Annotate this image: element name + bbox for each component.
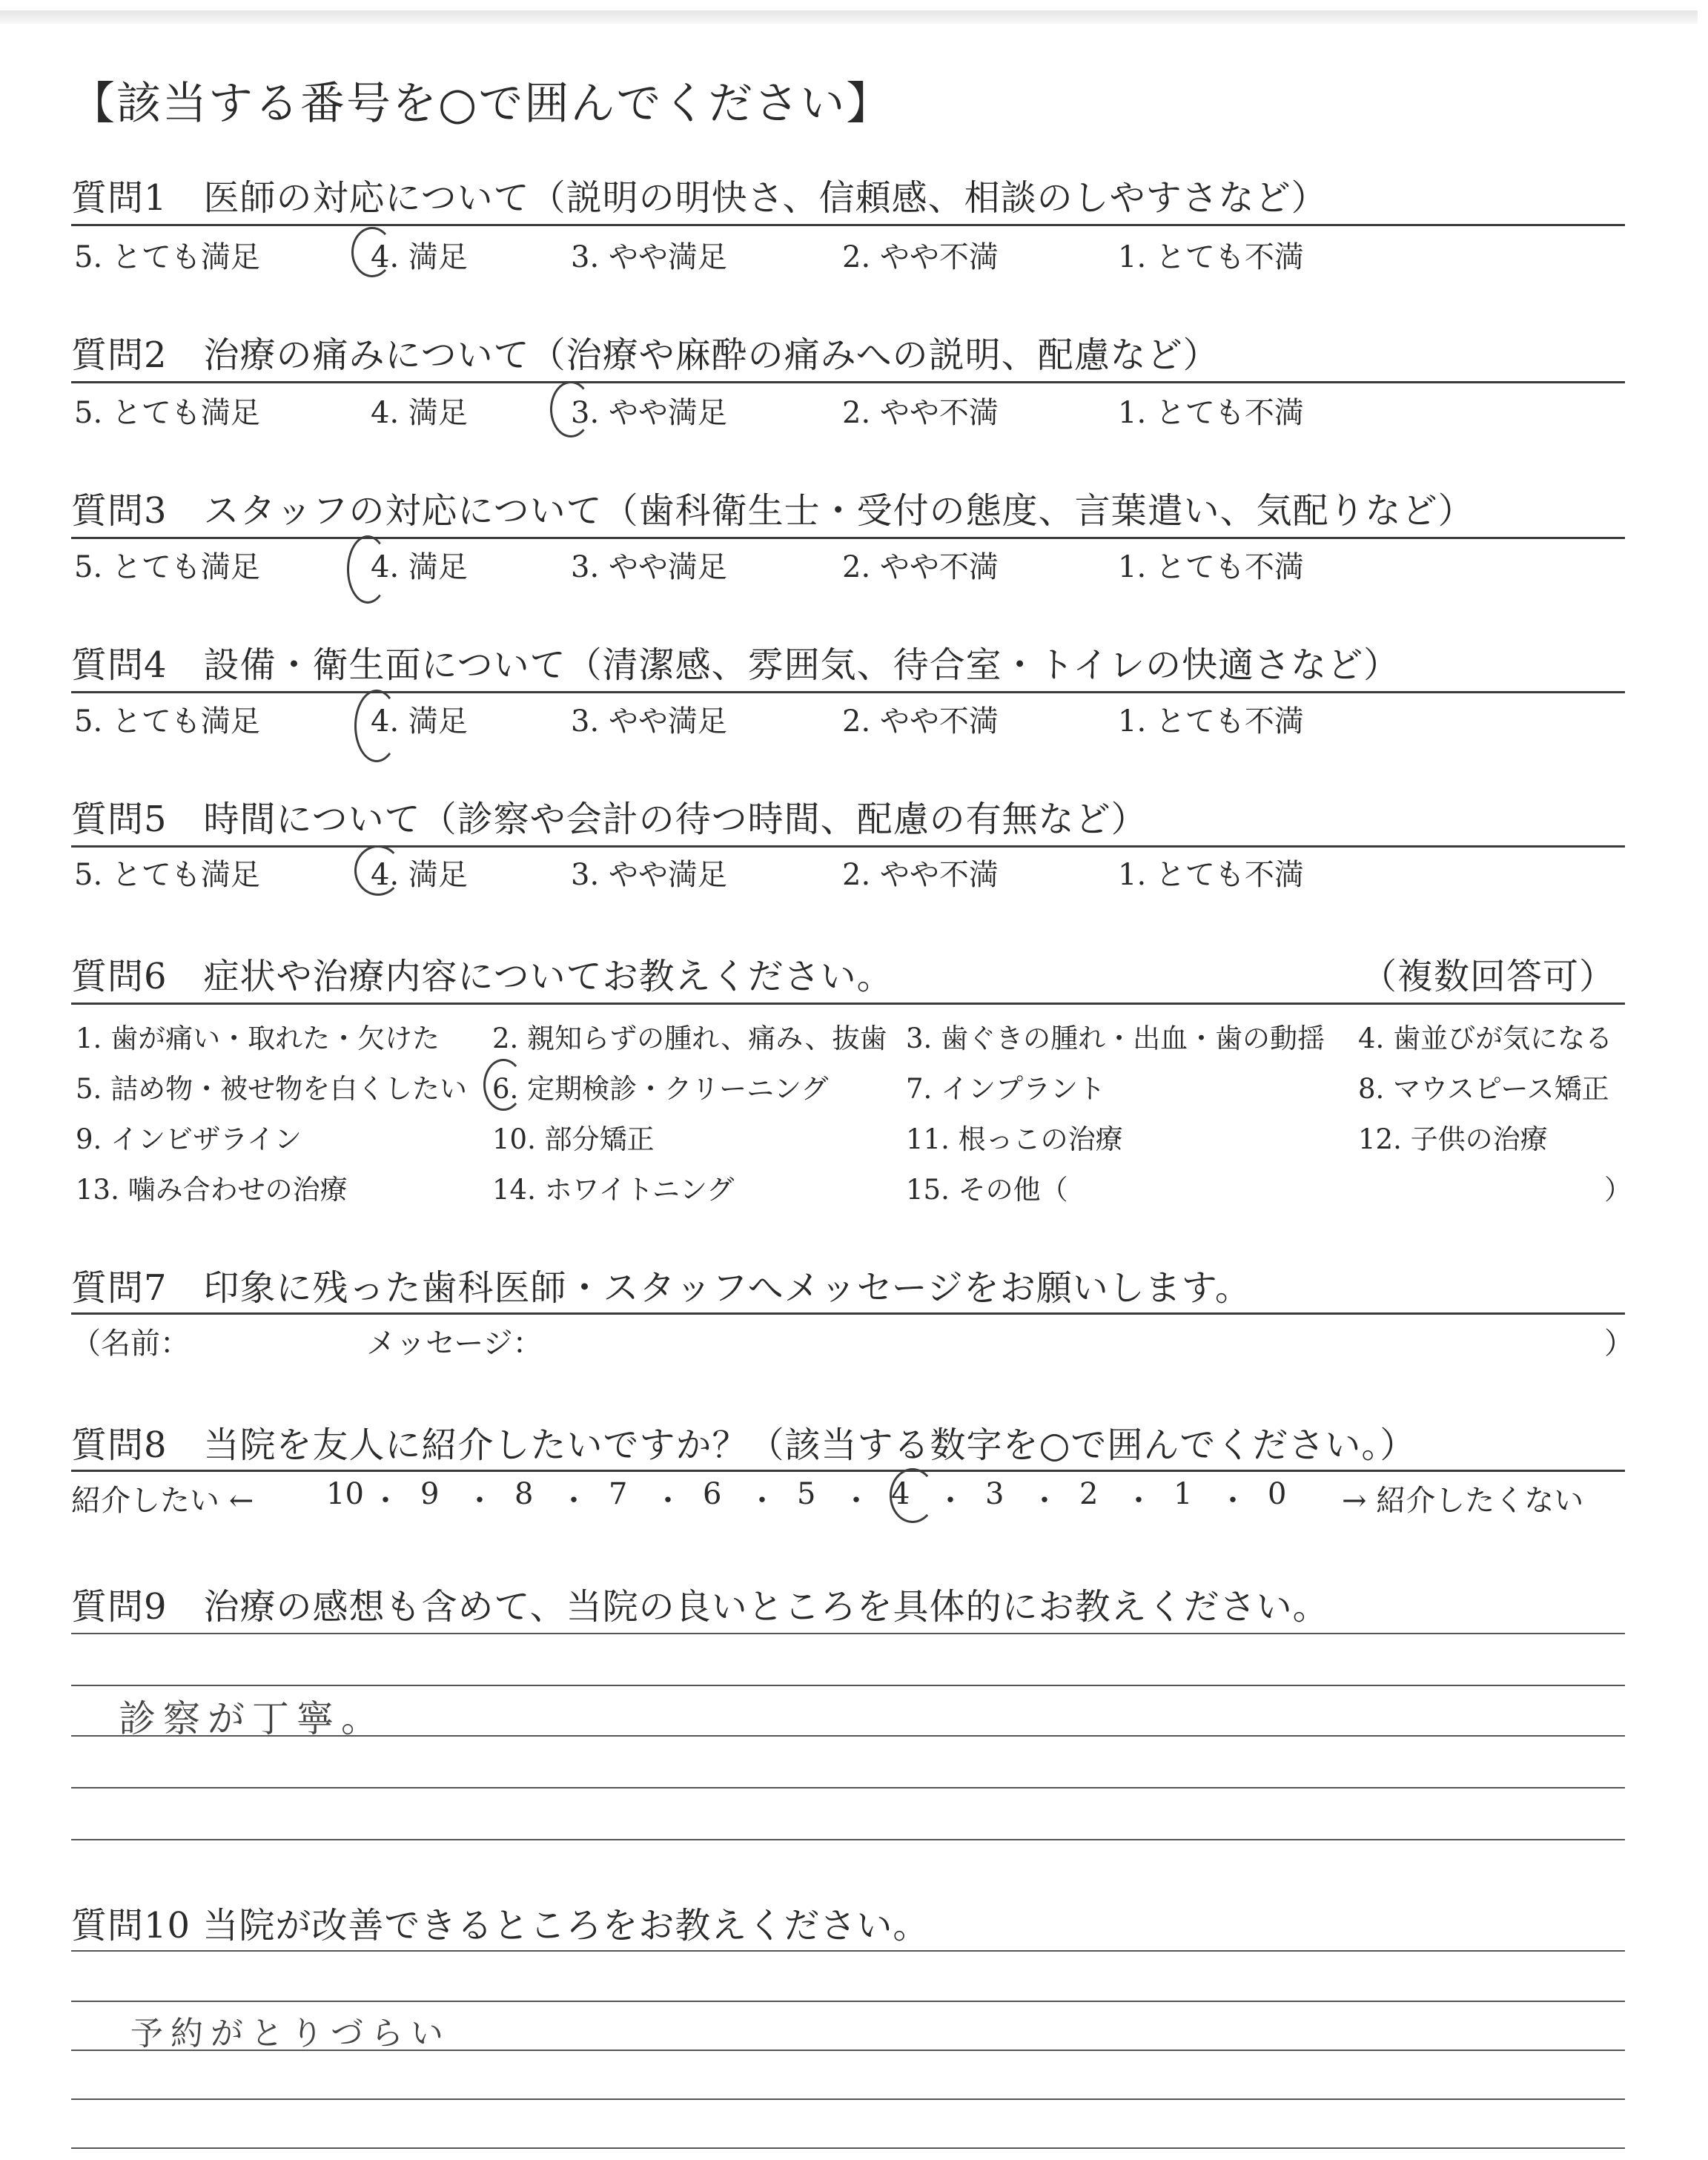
q4-selection-circle bbox=[354, 690, 399, 762]
q7-close-paren: ） bbox=[1604, 1327, 1634, 1361]
q8-separator: ・ bbox=[559, 1484, 589, 1518]
q10-answer-line-2 bbox=[71, 2001, 1625, 2002]
q6-option-2[interactable]: 2. 親知らずの腫れ、痛み、抜歯 bbox=[492, 1023, 887, 1054]
q6-other-close-paren: ） bbox=[1604, 1174, 1632, 1206]
q10-handwritten-answer[interactable]: 予約がとりづらい bbox=[130, 2015, 451, 2052]
q5-option-1[interactable]: 1. とても不満 bbox=[1118, 858, 1304, 892]
q9-answer-line-5 bbox=[71, 1839, 1625, 1840]
q8-separator: ・ bbox=[1124, 1484, 1153, 1518]
q8-title: 質問8 当院を友人に紹介したいですか？（該当する数字を○で囲んでください。） bbox=[71, 1424, 1417, 1466]
q6-title: 質問6 症状や治療内容についてお教えください。 bbox=[71, 956, 893, 997]
q1-option-3[interactable]: 3. やや満足 bbox=[571, 240, 727, 274]
q8-score-10[interactable]: 10 bbox=[326, 1477, 364, 1511]
q6-option-3[interactable]: 3. 歯ぐきの腫れ・出血・歯の動揺 bbox=[906, 1023, 1325, 1054]
q3-option-4[interactable]: 4. 満足 bbox=[371, 550, 468, 584]
q2-option-1[interactable]: 1. とても不満 bbox=[1118, 396, 1304, 430]
q4-option-4[interactable]: 4. 満足 bbox=[371, 704, 468, 739]
q6-option-11[interactable]: 11. 根っこの治療 bbox=[906, 1123, 1123, 1155]
q8-score-0[interactable]: 0 bbox=[1268, 1477, 1287, 1511]
q8-score-3[interactable]: 3 bbox=[985, 1477, 1004, 1511]
q6-option-12[interactable]: 12. 子供の治療 bbox=[1358, 1123, 1548, 1155]
q8-score-8[interactable]: 8 bbox=[514, 1477, 534, 1511]
q1-selection-circle bbox=[351, 227, 393, 277]
q2-option-3[interactable]: 3. やや満足 bbox=[571, 396, 727, 430]
q10-answer-line-1 bbox=[71, 1950, 1625, 1952]
q8-score-7[interactable]: 7 bbox=[609, 1477, 628, 1511]
q4-option-5[interactable]: 5. とても満足 bbox=[74, 704, 260, 739]
q2-selection-circle bbox=[550, 381, 592, 437]
q1-option-4[interactable]: 4. 満足 bbox=[371, 240, 468, 274]
q4-option-3[interactable]: 3. やや満足 bbox=[571, 704, 727, 739]
q7-rule bbox=[71, 1312, 1625, 1315]
q8-separator: ・ bbox=[653, 1484, 683, 1518]
q3-rule bbox=[71, 537, 1625, 539]
q3-selection-circle bbox=[347, 535, 388, 604]
q10-title: 質問10 当院が改善できるところをお教えください。 bbox=[71, 1905, 930, 1946]
q8-separator: ・ bbox=[841, 1484, 871, 1518]
q8-separator: ・ bbox=[465, 1484, 494, 1518]
q2-option-4[interactable]: 4. 満足 bbox=[371, 396, 468, 430]
q5-option-3[interactable]: 3. やや満足 bbox=[571, 858, 727, 892]
q6-option-8[interactable]: 8. マウスピース矯正 bbox=[1358, 1073, 1609, 1105]
q2-option-5[interactable]: 5. とても満足 bbox=[74, 396, 260, 430]
q8-separator: ・ bbox=[1218, 1484, 1248, 1518]
q4-option-2[interactable]: 2. やや不満 bbox=[842, 704, 999, 739]
form-title: 【該当する番号を○で囲んでください】 bbox=[70, 78, 893, 130]
q10-answer-line-4 bbox=[71, 2098, 1625, 2100]
q9-answer-line-1 bbox=[71, 1633, 1625, 1634]
q5-title: 質問5 時間について（診察や会計の待つ時間、配慮の有無など） bbox=[71, 799, 1148, 840]
q9-handwritten-answer[interactable]: 診察が丁寧。 bbox=[119, 1697, 385, 1740]
q9-answer-line-4 bbox=[71, 1787, 1625, 1789]
q5-option-2[interactable]: 2. やや不満 bbox=[842, 858, 999, 892]
q9-answer-line-2 bbox=[71, 1685, 1625, 1686]
q6-option-4[interactable]: 4. 歯並びが気になる bbox=[1358, 1023, 1613, 1054]
q8-score-6[interactable]: 6 bbox=[703, 1477, 722, 1511]
q4-rule bbox=[71, 691, 1625, 693]
q6-option-10[interactable]: 10. 部分矯正 bbox=[492, 1123, 655, 1155]
q1-rule bbox=[71, 224, 1625, 226]
q5-selection-circle bbox=[354, 845, 402, 896]
q6-option-1[interactable]: 1. 歯が痛い・取れた・欠けた bbox=[76, 1023, 440, 1054]
q3-option-1[interactable]: 1. とても不満 bbox=[1118, 550, 1304, 584]
q1-option-5[interactable]: 5. とても満足 bbox=[74, 240, 260, 274]
q2-rule bbox=[71, 381, 1625, 383]
q5-option-4[interactable]: 4. 満足 bbox=[371, 858, 468, 892]
q3-title: 質問3 スタッフの対応について（歯科衛生士・受付の態度、言葉遣い、気配りなど） bbox=[71, 490, 1474, 532]
q4-title: 質問4 設備・衛生面について（清潔感、雰囲気、待合室・トイレの快適さなど） bbox=[71, 644, 1400, 686]
q1-option-2[interactable]: 2. やや不満 bbox=[842, 240, 999, 274]
q5-rule bbox=[71, 845, 1625, 848]
q7-title: 質問7 印象に残った歯科医師・スタッフへメッセージをお願いします。 bbox=[71, 1267, 1251, 1309]
q8-score-9[interactable]: 9 bbox=[420, 1477, 440, 1511]
q6-option-6[interactable]: 6. 定期検診・クリーニング bbox=[492, 1073, 829, 1105]
q7-name-label: （名前： bbox=[71, 1327, 190, 1361]
q9-title: 質問9 治療の感想も含めて、当院の良いところを具体的にお教えください。 bbox=[71, 1586, 1329, 1628]
q2-title: 質問2 治療の痛みについて（治療や麻酔の痛みへの説明、配慮など） bbox=[71, 334, 1219, 376]
q6-option-15[interactable]: 15. その他（ bbox=[906, 1174, 1068, 1206]
q1-title: 質問1 医師の対応について（説明の明快さ、信頼感、相談のしやすさなど） bbox=[71, 177, 1328, 219]
q3-option-5[interactable]: 5. とても満足 bbox=[74, 550, 260, 584]
q8-separator: ・ bbox=[936, 1484, 965, 1518]
q8-right-label: → 紹介したくない bbox=[1342, 1484, 1584, 1518]
q6-selection-circle bbox=[483, 1059, 523, 1111]
q10-answer-line-5 bbox=[71, 2147, 1625, 2149]
q6-option-7[interactable]: 7. インプラント bbox=[906, 1073, 1106, 1105]
q5-option-5[interactable]: 5. とても満足 bbox=[74, 858, 260, 892]
q6-option-9[interactable]: 9. インビザライン bbox=[76, 1123, 302, 1155]
q8-score-5[interactable]: 5 bbox=[797, 1477, 816, 1511]
q8-separator: ・ bbox=[747, 1484, 777, 1518]
q8-score-4[interactable]: 4 bbox=[891, 1477, 910, 1511]
q3-option-3[interactable]: 3. やや満足 bbox=[571, 550, 727, 584]
q3-option-2[interactable]: 2. やや不満 bbox=[842, 550, 999, 584]
q1-option-1[interactable]: 1. とても不満 bbox=[1118, 240, 1304, 274]
q2-option-2[interactable]: 2. やや不満 bbox=[842, 396, 999, 430]
q8-separator: ・ bbox=[371, 1484, 400, 1518]
q7-message-label: メッセージ： bbox=[366, 1327, 543, 1361]
q4-option-1[interactable]: 1. とても不満 bbox=[1118, 704, 1304, 739]
q8-rule bbox=[71, 1470, 1625, 1472]
q8-score-2[interactable]: 2 bbox=[1079, 1477, 1099, 1511]
q8-selection-circle bbox=[890, 1468, 936, 1523]
q6-option-5[interactable]: 5. 詰め物・被せ物を白くしたい bbox=[76, 1073, 468, 1105]
q6-option-14[interactable]: 14. ホワイトニング bbox=[492, 1174, 735, 1206]
q8-separator: ・ bbox=[1030, 1484, 1059, 1518]
q8-left-label: 紹介したい ← bbox=[71, 1484, 254, 1518]
scan-edge bbox=[0, 10, 1698, 24]
q6-rule bbox=[71, 1003, 1625, 1005]
q6-multi-note: （複数回答可） bbox=[1361, 956, 1616, 997]
q6-option-13[interactable]: 13. 噛み合わせの治療 bbox=[76, 1174, 348, 1206]
q8-score-1[interactable]: 1 bbox=[1174, 1477, 1193, 1511]
